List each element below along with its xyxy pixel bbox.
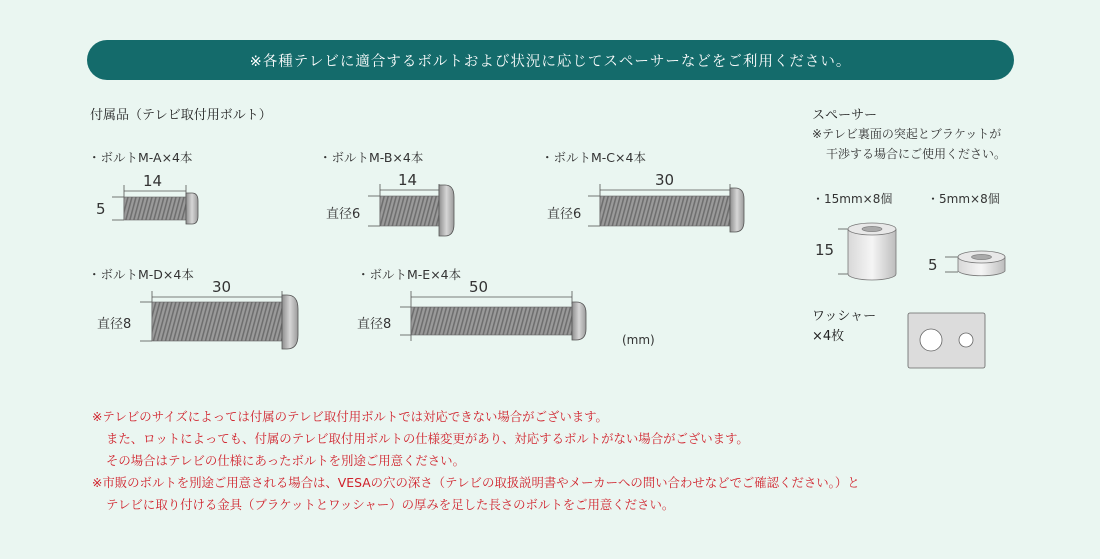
spacer-5mm-label: ・5mm×8個 — [927, 192, 1000, 206]
bolt-ma-drawing — [112, 185, 198, 224]
spacer-5mm-drawing — [945, 251, 1005, 276]
bolt-ma-diameter: 5 — [96, 200, 106, 218]
bolt-ma-length: 14 — [143, 172, 163, 190]
bolt-mb-diameter: 直径6 — [326, 207, 361, 222]
spacer-15mm-drawing — [838, 223, 896, 280]
bolt-label-me: ・ボルトM-E×4本 — [357, 267, 462, 282]
bolt-label-mc: ・ボルトM-C×4本 — [541, 150, 646, 165]
note-line-3: その場合はテレビの仕様にあったボルトを別途ご用意ください。 — [106, 453, 465, 468]
bolt-mc-drawing — [588, 184, 744, 232]
washer-count: ×4枚 — [812, 329, 845, 344]
bolt-md-diameter: 直径8 — [97, 317, 132, 332]
spacer-title: スペーサー — [812, 108, 878, 123]
spacer-note-line2: 干渉する場合にご使用ください。 — [826, 147, 1007, 161]
spacer-5mm-dim: 5 — [928, 256, 938, 274]
info-banner: ※各種テレビに適合するボルトおよび状況に応じてスペーサーなどをご利用ください。 — [87, 40, 1014, 80]
bolt-md-drawing — [140, 291, 298, 349]
bolt-mb-length: 14 — [398, 171, 418, 189]
bolt-mc-diameter: 直径6 — [547, 207, 582, 222]
bolt-mb-drawing — [368, 184, 454, 236]
note-line-2: また、ロットによっても、付属のテレビ取付用ボルトの仕様変更があり、対応するボルトがない場合がございます。 — [106, 431, 749, 446]
note-line-4: ※市販のボルトを別途ご用意される場合は、VESAの穴の深さ（テレビの取扱説明書やメーカーへの問い合わせなどでご確認ください。）と — [92, 475, 860, 490]
spacer-15mm-label: ・15mm×8個 — [812, 192, 893, 206]
note-line-5: テレビに取り付ける金具（ブラケットとワッシャー）の厚みを足した長さのボルトをご用意ください。 — [106, 497, 675, 512]
washer-title: ワッシャー — [812, 309, 877, 324]
washer-drawing — [908, 313, 985, 368]
bolt-label-ma: ・ボルトM-A×4本 — [88, 150, 193, 165]
bolt-me-length: 50 — [469, 278, 489, 296]
bolt-me-drawing — [400, 291, 586, 341]
note-line-1: ※テレビのサイズによっては付属のテレビ取付用ボルトでは対応できない場合がございます。 — [92, 409, 608, 424]
spacer-15mm-dim: 15 — [815, 241, 835, 259]
bolt-mc-length: 30 — [655, 171, 675, 189]
bolt-me-diameter: 直径8 — [357, 317, 392, 332]
bolt-md-length: 30 — [212, 278, 232, 296]
bolt-label-mb: ・ボルトM-B×4本 — [319, 150, 424, 165]
unit-label: (mm) — [622, 333, 655, 347]
spacer-note-line1: ※テレビ裏面の突起とブラケットが — [812, 127, 1002, 141]
accessories-title: 付属品（テレビ取付用ボルト） — [90, 108, 272, 123]
bolt-label-md: ・ボルトM-D×4本 — [88, 267, 194, 282]
